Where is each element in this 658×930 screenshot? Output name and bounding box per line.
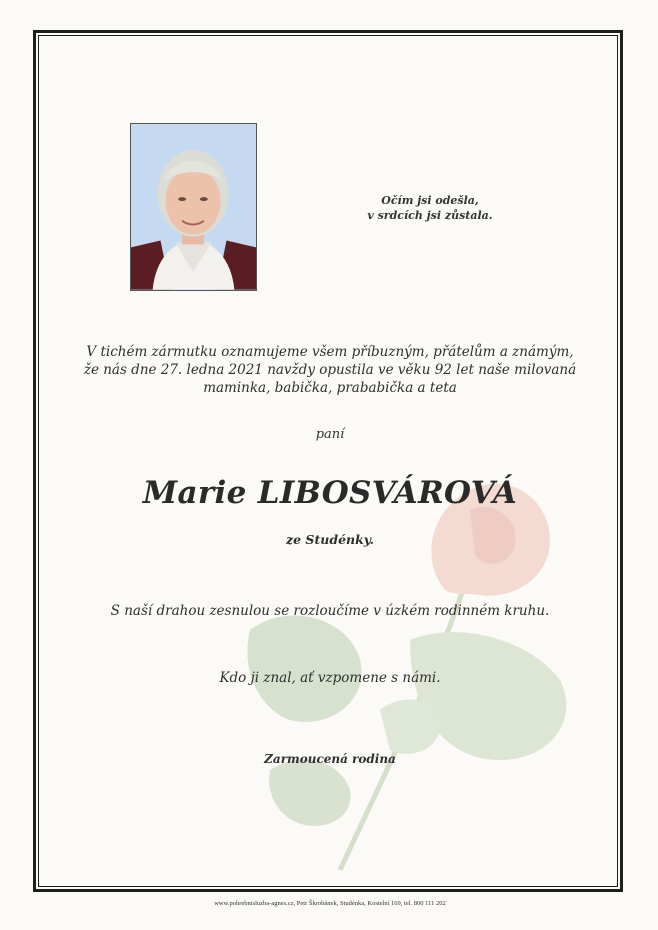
motto-line-2: v srdcích jsi zůstala. xyxy=(367,209,493,222)
farewell-text: S naší drahou zesnulou se rozloučíme v úzkém rodinném kruhu. xyxy=(110,603,550,619)
announcement-line-3: maminka, babička, prababička a teta xyxy=(203,380,457,396)
motto-line-1: Očím jsi odešla, xyxy=(381,194,479,207)
announcement-text xyxy=(60,343,600,397)
remembrance-text: Kdo ji znal, ať vzpomene s námi. xyxy=(219,670,441,686)
hometown: ze Studénky. xyxy=(286,532,374,547)
funeral-service-footer: www.pohrebnisluzba-agnes.cz, Petr Škrobánek, Studénka, Kostelní 169, tel. 800 111 202 xyxy=(214,900,446,907)
motto-verse xyxy=(330,193,530,223)
portrait-image xyxy=(131,124,256,290)
family-signature: Zarmoucená rodina xyxy=(264,752,396,766)
portrait-photo xyxy=(130,123,257,291)
honorific: paní xyxy=(315,427,345,442)
deceased-name: Marie LIBOSVÁROVÁ xyxy=(142,475,518,511)
announcement-line-2: že nás dne 27. ledna 2021 navždy opustila ve věku 92 let naše milovaná xyxy=(83,362,577,378)
announcement-line-1: V tichém zármutku oznamujeme všem příbuzným, přátelům a známým, xyxy=(86,344,574,360)
